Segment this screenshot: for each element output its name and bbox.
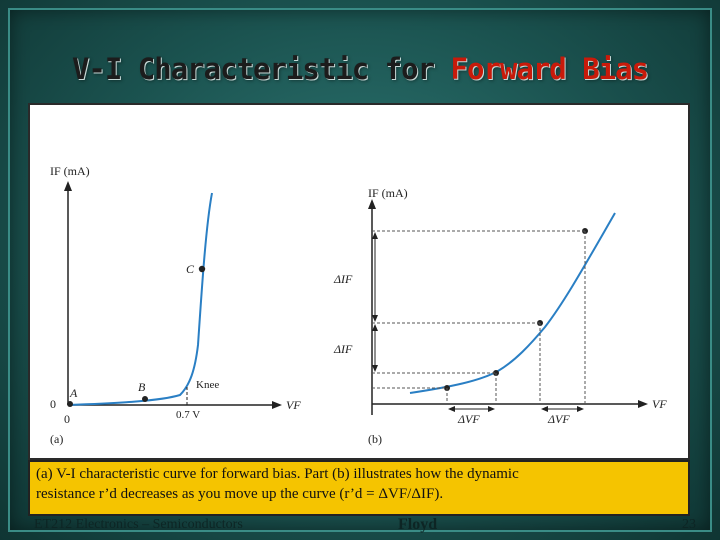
knee-label: Knee (196, 379, 220, 391)
figure-b-y-label: IF (mA) (368, 186, 408, 200)
arrowhead (372, 315, 378, 322)
figure-b-curve (410, 213, 615, 393)
title-accent: Forward Bias (450, 52, 649, 86)
origin-x-label: 0 (64, 412, 70, 426)
figure-caption (28, 460, 690, 516)
figure-b (333, 186, 667, 446)
figure-b-y-arrow (368, 199, 376, 209)
point-b-label: B (138, 380, 146, 394)
footer-author: Floyd (398, 516, 438, 533)
slide-title (0, 52, 720, 86)
figure-a-curve (68, 193, 212, 405)
point-c-label: C (186, 262, 195, 276)
figure-a (50, 164, 301, 446)
arrowhead (488, 406, 495, 412)
origin-y-label: 0 (50, 397, 56, 411)
caption-line-2: resistance r’d decreases as you move up the curve (r’d = ΔVF/ΔIF). (36, 486, 444, 502)
arrowhead (372, 365, 378, 372)
figure-a-part-label: (a) (50, 432, 64, 446)
delta-if-upper-label: ΔIF (334, 272, 353, 286)
delta-vf-right-label: ΔVF (548, 412, 570, 426)
voltage-label: 0.7 V (176, 409, 201, 421)
figure-b-x-label: VF (652, 397, 667, 411)
figure-a-x-arrow (272, 401, 282, 409)
vi-characteristic-figure (28, 103, 690, 460)
arrowhead (448, 406, 455, 412)
figure-a-x-label: VF (286, 398, 301, 412)
footer-course: ET212 Electronics – Semiconductors (34, 517, 243, 532)
point-b-marker (142, 396, 148, 402)
arrowhead (372, 232, 378, 239)
delta-vf-left-label: ΔVF (458, 412, 480, 426)
point-a-marker (67, 401, 73, 407)
title-main: V-I Characteristic for (71, 52, 451, 86)
figure-a-y-label: IF (mA) (50, 164, 90, 178)
figure-b-part-label: (b) (368, 432, 382, 446)
delta-if-lower-label: ΔIF (334, 342, 353, 356)
arrowhead (541, 406, 548, 412)
arrowhead (372, 324, 378, 331)
figure-a-y-arrow (64, 181, 72, 191)
figure-canvas (30, 105, 688, 458)
arrowhead (577, 406, 584, 412)
footer-page-number: 23 (682, 517, 696, 532)
point-c-marker (199, 266, 205, 272)
figure-b-x-arrow (638, 400, 648, 408)
point-a-label: A (70, 386, 78, 400)
caption-line-1: (a) V-I characteristic curve for forward bias. Part (b) illustrates how the dynamic (36, 466, 519, 482)
